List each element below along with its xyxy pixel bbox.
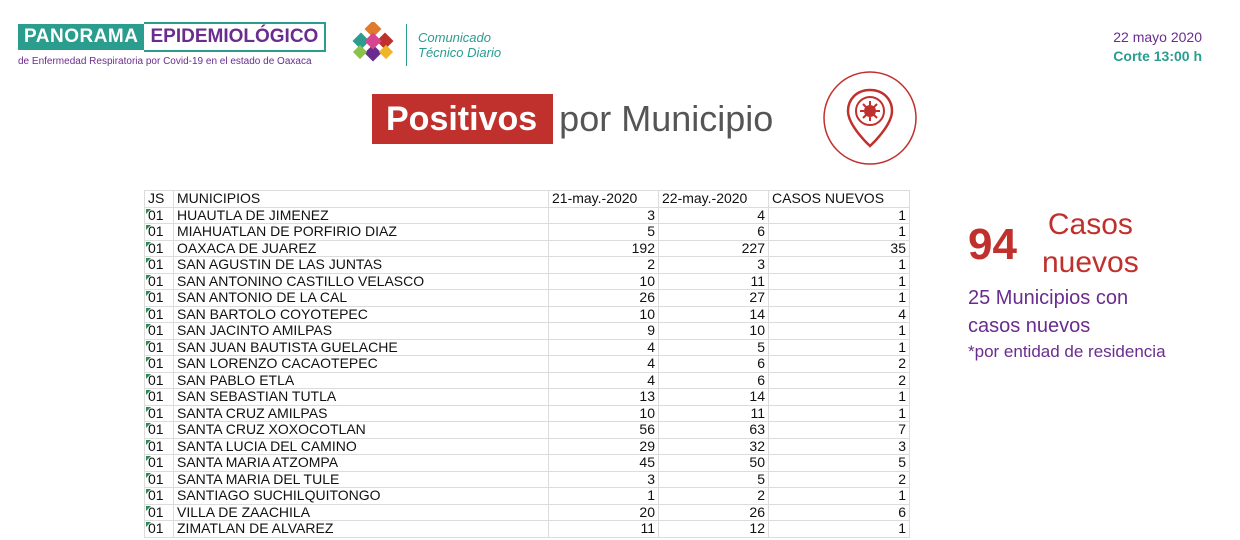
municipio-cell: SANTA LUCIA DEL CAMINO (174, 438, 549, 455)
new-cases-cell: 2 (769, 471, 910, 488)
new-cases-cell: 1 (769, 207, 910, 224)
cell-marker-icon (146, 390, 151, 395)
new-cases-cell: 1 (769, 521, 910, 538)
municipio-cell: SANTIAGO SUCHILQUITONGO (174, 488, 549, 505)
js-value: 01 (148, 437, 164, 454)
cases-may21-cell: 10 (549, 273, 659, 290)
cell-marker-icon (146, 291, 151, 296)
cases-may21-cell: 4 (549, 356, 659, 373)
municipio-cell: ZIMATLAN DE ALVAREZ (174, 521, 549, 538)
js-cell (145, 290, 174, 307)
cases-may22-cell: 6 (659, 356, 769, 373)
title-rest: por Municipio (559, 98, 774, 139)
js-cell (145, 521, 174, 538)
page-title (372, 94, 773, 144)
table-row (145, 521, 910, 538)
cases-may21-cell: 2 (549, 257, 659, 274)
new-cases-cell: 4 (769, 306, 910, 323)
communique-label: Comunicado Técnico Diario (418, 30, 502, 60)
residence-note: *por entidad de residencia (968, 342, 1166, 361)
js-value: 01 (148, 223, 164, 239)
cases-may22-cell: 14 (659, 306, 769, 323)
municipio-cell: SAN ANTONIO DE LA CAL (174, 290, 549, 307)
table-row (145, 257, 910, 274)
js-cell (145, 422, 174, 439)
new-cases-cell: 1 (769, 224, 910, 241)
header-subtitle: de Enfermedad Respiratoria por Covid-19 en el estado de Oaxaca (18, 56, 312, 67)
new-cases-cell: 1 (769, 323, 910, 340)
new-cases-cell: 35 (769, 240, 910, 257)
js-value: 01 (148, 404, 164, 421)
table-row (145, 488, 910, 505)
cases-may22-cell: 12 (659, 521, 769, 538)
js-cell (145, 389, 174, 406)
cell-marker-icon (146, 225, 151, 230)
municipio-cell: SANTA CRUZ XOXOCOTLAN (174, 422, 549, 439)
cases-may21-cell: 20 (549, 504, 659, 521)
js-cell (145, 323, 174, 340)
table-row (145, 290, 910, 307)
js-cell (145, 471, 174, 488)
cases-may22-cell: 6 (659, 372, 769, 389)
cases-may22-cell: 50 (659, 455, 769, 472)
municipio-cell: SAN SEBASTIAN TUTLA (174, 389, 549, 406)
table-header-row (145, 191, 910, 208)
cases-may21-cell: 10 (549, 306, 659, 323)
js-cell (145, 488, 174, 505)
cell-marker-icon (146, 374, 151, 379)
js-cell (145, 273, 174, 290)
new-cases-cell: 5 (769, 455, 910, 472)
cases-may22-cell: 4 (659, 207, 769, 224)
municipio-cell: SAN JUAN BAUTISTA GUELACHE (174, 339, 549, 356)
cases-may22-cell: 63 (659, 422, 769, 439)
cases-may22-cell: 5 (659, 471, 769, 488)
title-highlight: Positivos (372, 94, 553, 144)
header-municipios: MUNICIPIOS (174, 191, 549, 208)
js-cell (145, 207, 174, 224)
municipio-cell: SANTA CRUZ AMILPAS (174, 405, 549, 422)
table-row (145, 273, 910, 290)
new-cases-label: Casos nuevos (1042, 208, 1139, 279)
municipio-cell: SAN PABLO ETLA (174, 372, 549, 389)
new-cases-cell: 1 (769, 488, 910, 505)
cases-may21-cell: 26 (549, 290, 659, 307)
municipio-cell: MIAHUATLAN DE PORFIRIO DIAZ (174, 224, 549, 241)
cases-may21-cell: 4 (549, 372, 659, 389)
js-value: 01 (148, 470, 164, 487)
cell-marker-icon (146, 242, 151, 247)
cell-marker-icon (146, 258, 151, 263)
table-row (145, 323, 910, 340)
date-text: 22 mayo 2020 (1113, 29, 1202, 45)
cases-may22-cell: 32 (659, 438, 769, 455)
js-value: 01 (148, 272, 164, 289)
cases-may22-cell: 5 (659, 339, 769, 356)
cell-marker-icon (146, 423, 151, 428)
header-divider (406, 24, 407, 66)
municipio-cell: SAN ANTONINO CASTILLO VELASCO (174, 273, 549, 290)
municipio-cell: OAXACA DE JUAREZ (174, 240, 549, 257)
municipio-cell: SAN LORENZO CACAOTEPEC (174, 356, 549, 373)
js-cell (145, 240, 174, 257)
table-row (145, 438, 910, 455)
js-value: 01 (148, 239, 164, 256)
js-cell (145, 405, 174, 422)
js-value: 01 (148, 371, 164, 388)
header-brand (18, 22, 326, 67)
js-value: 01 (148, 206, 164, 223)
header-date-1: 21-may.-2020 (549, 191, 659, 208)
municipio-cell: SANTA MARIA DEL TULE (174, 471, 549, 488)
cell-marker-icon (146, 308, 151, 313)
js-cell (145, 504, 174, 521)
cell-marker-icon (146, 456, 151, 461)
cases-may22-cell: 14 (659, 389, 769, 406)
table-row (145, 224, 910, 241)
header-new-cases: CASOS NUEVOS (769, 191, 910, 208)
js-value: 01 (148, 503, 164, 520)
table-row (145, 422, 910, 439)
cell-marker-icon (146, 357, 151, 362)
js-value: 01 (148, 355, 164, 371)
js-cell (145, 455, 174, 472)
cases-table (144, 190, 910, 538)
cases-may21-cell: 45 (549, 455, 659, 472)
js-value: 01 (148, 305, 164, 322)
table-row (145, 455, 910, 472)
cell-marker-icon (146, 506, 151, 511)
new-cases-count: 94 (968, 220, 1017, 269)
header-js: JS (145, 191, 174, 208)
header-date-2: 22-may.-2020 (659, 191, 769, 208)
cases-may22-cell: 3 (659, 257, 769, 274)
report-date (1113, 28, 1202, 66)
brand-epidemiologico: EPIDEMIOLÓGICO (144, 22, 326, 52)
cases-may22-cell: 26 (659, 504, 769, 521)
new-cases-cell: 2 (769, 372, 910, 389)
municipios-with-new-cases: 25 Municipios con casos nuevos (968, 287, 1129, 337)
cut-time: Corte 13:00 h (1113, 48, 1202, 64)
table-row (145, 471, 910, 488)
cases-may22-cell: 11 (659, 405, 769, 422)
table-row (145, 339, 910, 356)
municipio-cell: SAN BARTOLO COYOTEPEC (174, 306, 549, 323)
table-row (145, 356, 910, 373)
cases-may21-cell: 1 (549, 488, 659, 505)
new-cases-cell: 3 (769, 438, 910, 455)
municipio-cell: SAN JACINTO AMILPAS (174, 323, 549, 340)
cases-may21-cell: 56 (549, 422, 659, 439)
table-row (145, 504, 910, 521)
js-value: 01 (148, 322, 164, 338)
cases-may21-cell: 5 (549, 224, 659, 241)
cell-marker-icon (146, 324, 151, 329)
js-value: 01 (148, 520, 164, 536)
new-cases-cell: 2 (769, 356, 910, 373)
cell-marker-icon (146, 341, 151, 346)
cases-may21-cell: 9 (549, 323, 659, 340)
cell-marker-icon (146, 209, 151, 214)
covid-logo-icon (350, 22, 396, 68)
cases-may21-cell: 10 (549, 405, 659, 422)
table-row (145, 240, 910, 257)
cases-may21-cell: 29 (549, 438, 659, 455)
new-cases-cell: 1 (769, 273, 910, 290)
new-cases-cell: 1 (769, 405, 910, 422)
cases-may21-cell: 13 (549, 389, 659, 406)
table-row (145, 389, 910, 406)
js-cell (145, 356, 174, 373)
new-cases-cell: 1 (769, 257, 910, 274)
table-row (145, 372, 910, 389)
cases-may21-cell: 192 (549, 240, 659, 257)
new-cases-cell: 7 (769, 422, 910, 439)
cell-marker-icon (146, 275, 151, 280)
cases-may22-cell: 27 (659, 290, 769, 307)
js-cell (145, 306, 174, 323)
cases-may22-cell: 6 (659, 224, 769, 241)
js-cell (145, 224, 174, 241)
cases-may22-cell: 227 (659, 240, 769, 257)
table-row (145, 405, 910, 422)
new-cases-cell: 1 (769, 290, 910, 307)
js-value: 01 (148, 454, 164, 470)
js-cell (145, 339, 174, 356)
brand-panorama: PANORAMA (18, 24, 144, 50)
js-value: 01 (148, 388, 164, 404)
cases-may21-cell: 3 (549, 471, 659, 488)
table-row (145, 207, 910, 224)
js-cell (145, 372, 174, 389)
municipio-cell: VILLA DE ZAACHILA (174, 504, 549, 521)
cases-may21-cell: 11 (549, 521, 659, 538)
cell-marker-icon (146, 407, 151, 412)
js-cell (145, 257, 174, 274)
js-value: 01 (148, 338, 164, 355)
new-cases-cell: 1 (769, 389, 910, 406)
cell-marker-icon (146, 522, 151, 527)
cases-may22-cell: 10 (659, 323, 769, 340)
cases-may21-cell: 4 (549, 339, 659, 356)
cell-marker-icon (146, 440, 151, 445)
municipio-cell: HUAUTLA DE JIMENEZ (174, 207, 549, 224)
cell-marker-icon (146, 489, 151, 494)
js-value: 01 (148, 256, 164, 272)
new-cases-cell: 6 (769, 504, 910, 521)
municipio-cell: SANTA MARIA ATZOMPA (174, 455, 549, 472)
js-cell (145, 438, 174, 455)
cell-marker-icon (146, 473, 151, 478)
new-cases-cell: 1 (769, 339, 910, 356)
virus-location-pin-icon (822, 70, 918, 166)
cases-may21-cell: 3 (549, 207, 659, 224)
municipio-cell: SAN AGUSTIN DE LAS JUNTAS (174, 257, 549, 274)
js-value: 01 (148, 421, 164, 437)
js-value: 01 (148, 289, 164, 305)
js-value: 01 (148, 487, 164, 503)
cases-may22-cell: 2 (659, 488, 769, 505)
table-row (145, 306, 910, 323)
cases-may22-cell: 11 (659, 273, 769, 290)
